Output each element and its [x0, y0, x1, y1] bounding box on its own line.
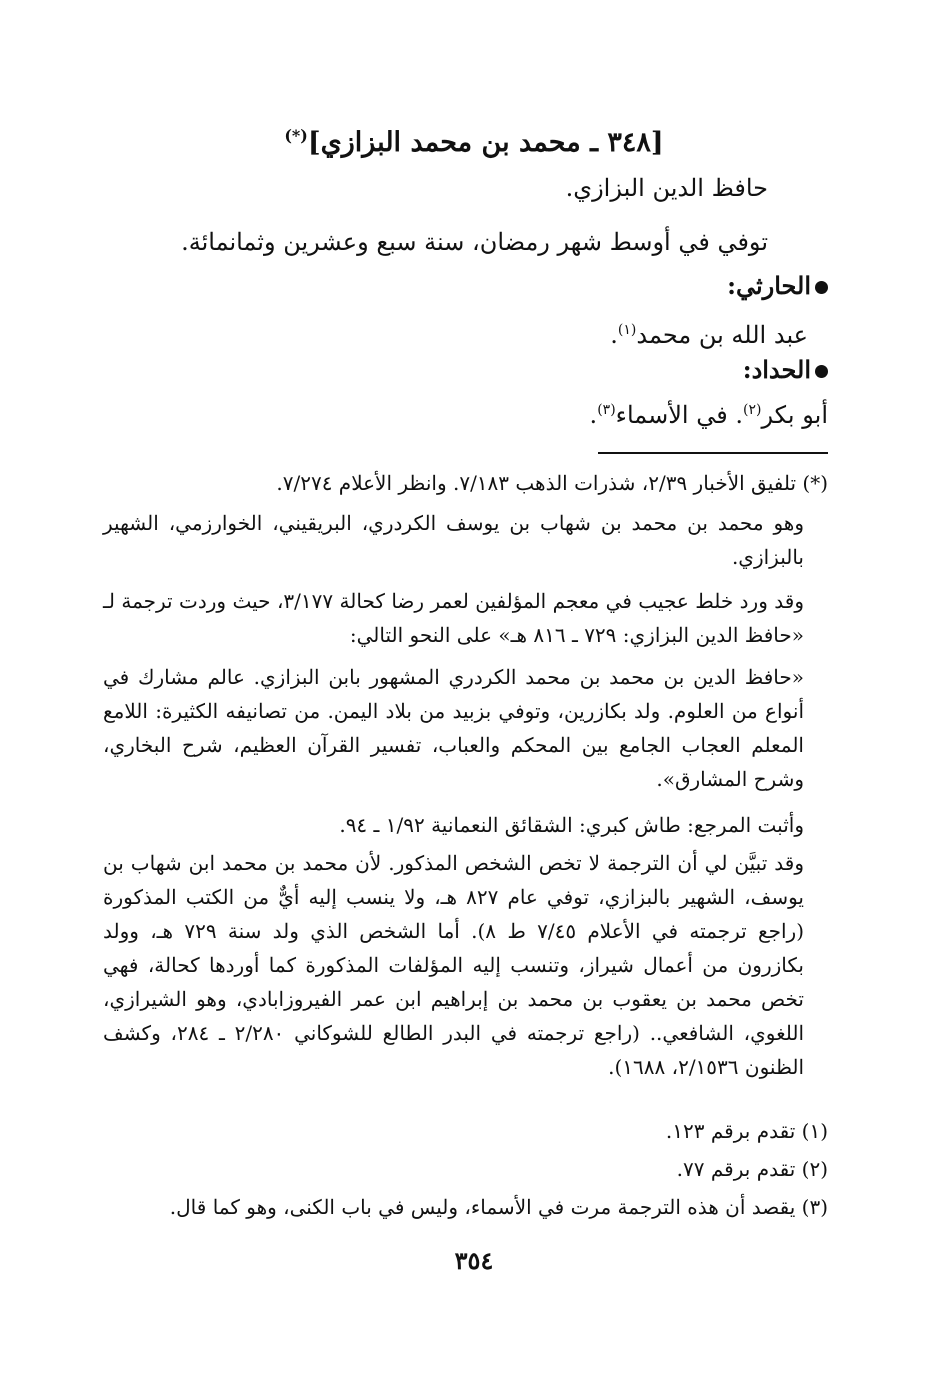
section-tail: . [589, 401, 598, 429]
section-heading-text: الحداد: [742, 355, 811, 384]
footnote-ref-line: وأثبت المرجع: طاش كبري: الشقائق النعمانية ١/٩٢ ـ ٩٤. [339, 813, 804, 837]
footnote-para1: وهو محمد بن محمد بن شهاب بن يوسف الكردري، البريقيني، الخوارزمي، الشهير بالبزازي. [103, 511, 804, 569]
entry-title-text: [٣٤٨ ـ محمد بن محمد البزازي] [307, 127, 664, 158]
footnote-para2: وقد ورد خلط عجيب في معجم المؤلفين لعمر رضا كحالة ٣/١٧٧، حيث وردت ترجمة لـ «حافظ الدين البزازي: ٧٢٩ ـ ٨١٦ هـ» على النحو التالي: [103, 589, 804, 647]
footnote-2: (٢) تقدم برقم ٧٧. [676, 1157, 828, 1181]
page-number: ٣٥٤ [454, 1246, 494, 1275]
section-heading-text: الحارثي: [727, 271, 811, 300]
footnote-quote: «حافظ الدين بن محمد بن محمد الكردري المشهور بابن البزازي. عالم مشارك في أنواع من العلوم. ولد بكازرين، وتوفي بزبيد من بلاد اليمن. من تصانيفه الكثيرة: اللامع المعلم العجاب الجامع بين المحكم والعباب، تفسير القرآن العظيم، شرح البخاري، وشرح المشارق». [103, 665, 804, 791]
section-body: عبد الله بن محمد [636, 321, 808, 349]
footnote-ref: (٢) [742, 402, 762, 418]
footnote-3: (٣) يقصد أن هذه الترجمة مرت في الأسماء، وليس في باب الكنى، وهو كما قال. [169, 1195, 828, 1219]
footnote-ref: (٣) [597, 402, 616, 418]
title-note-marker: (*) [284, 126, 308, 145]
section-heading-haddad [743, 352, 828, 388]
section-text-harithi [610, 312, 808, 353]
laqab-line: حافظ الدين البزازي. [565, 174, 768, 202]
footnote-ref: (١) [617, 322, 637, 338]
entry-title [0, 118, 948, 161]
footnote-para3: وقد تبيَّن لي أن الترجمة لا تخص الشخص المذكور. لأن محمد بن محمد ابن شهاب بن يوسف، الشهير بالبزازي، توفي عام ٨٢٧ هـ، ولا ينسب إليه أيٌّ من الكتب المذكورة (راجع ترجمته في الأعلام ٧/٤٥ ط ٨). أما الشخص الذي ولد سنة ٧٢٩ هـ، وولد بكازرون من أعمال شيراز، وتنسب إليه المؤلفات المذكورة كما أوردها كحالة، فهي تخص محمد بن يعقوب بن محمد بن إبراهيم ابن عمر الفيروزابادي، وهو الشيرازي، اللغوي، الشافعي.. (راجع ترجمته في البدر الطالع للشوكاني ٢/٢٨٠ ـ ٢٨٤، وكشف الظنون ٢/١٥٣٦، ١٦٨٨). [103, 851, 804, 1079]
section-tail: . في الأسماء [615, 401, 743, 429]
section-heading-harithi [727, 268, 828, 304]
bullet-icon [815, 365, 828, 378]
death-line: توفي في أوسط شهر رمضان، سنة سبع وعشرين وثمانمائة. [181, 228, 768, 256]
section-body: أبو بكر [761, 401, 828, 429]
section-tail: . [610, 321, 618, 349]
bullet-icon [815, 281, 828, 294]
footnote-1: (١) تقدم برقم ١٢٣. [665, 1119, 828, 1143]
section-text-haddad [590, 392, 828, 433]
footnote-star: (*) تلفيق الأخبار ٢/٣٩، شذرات الذهب ٧/١٨٣. وانظر الأعلام ٧/٢٧٤. [276, 471, 828, 495]
footnote-divider [598, 452, 828, 454]
